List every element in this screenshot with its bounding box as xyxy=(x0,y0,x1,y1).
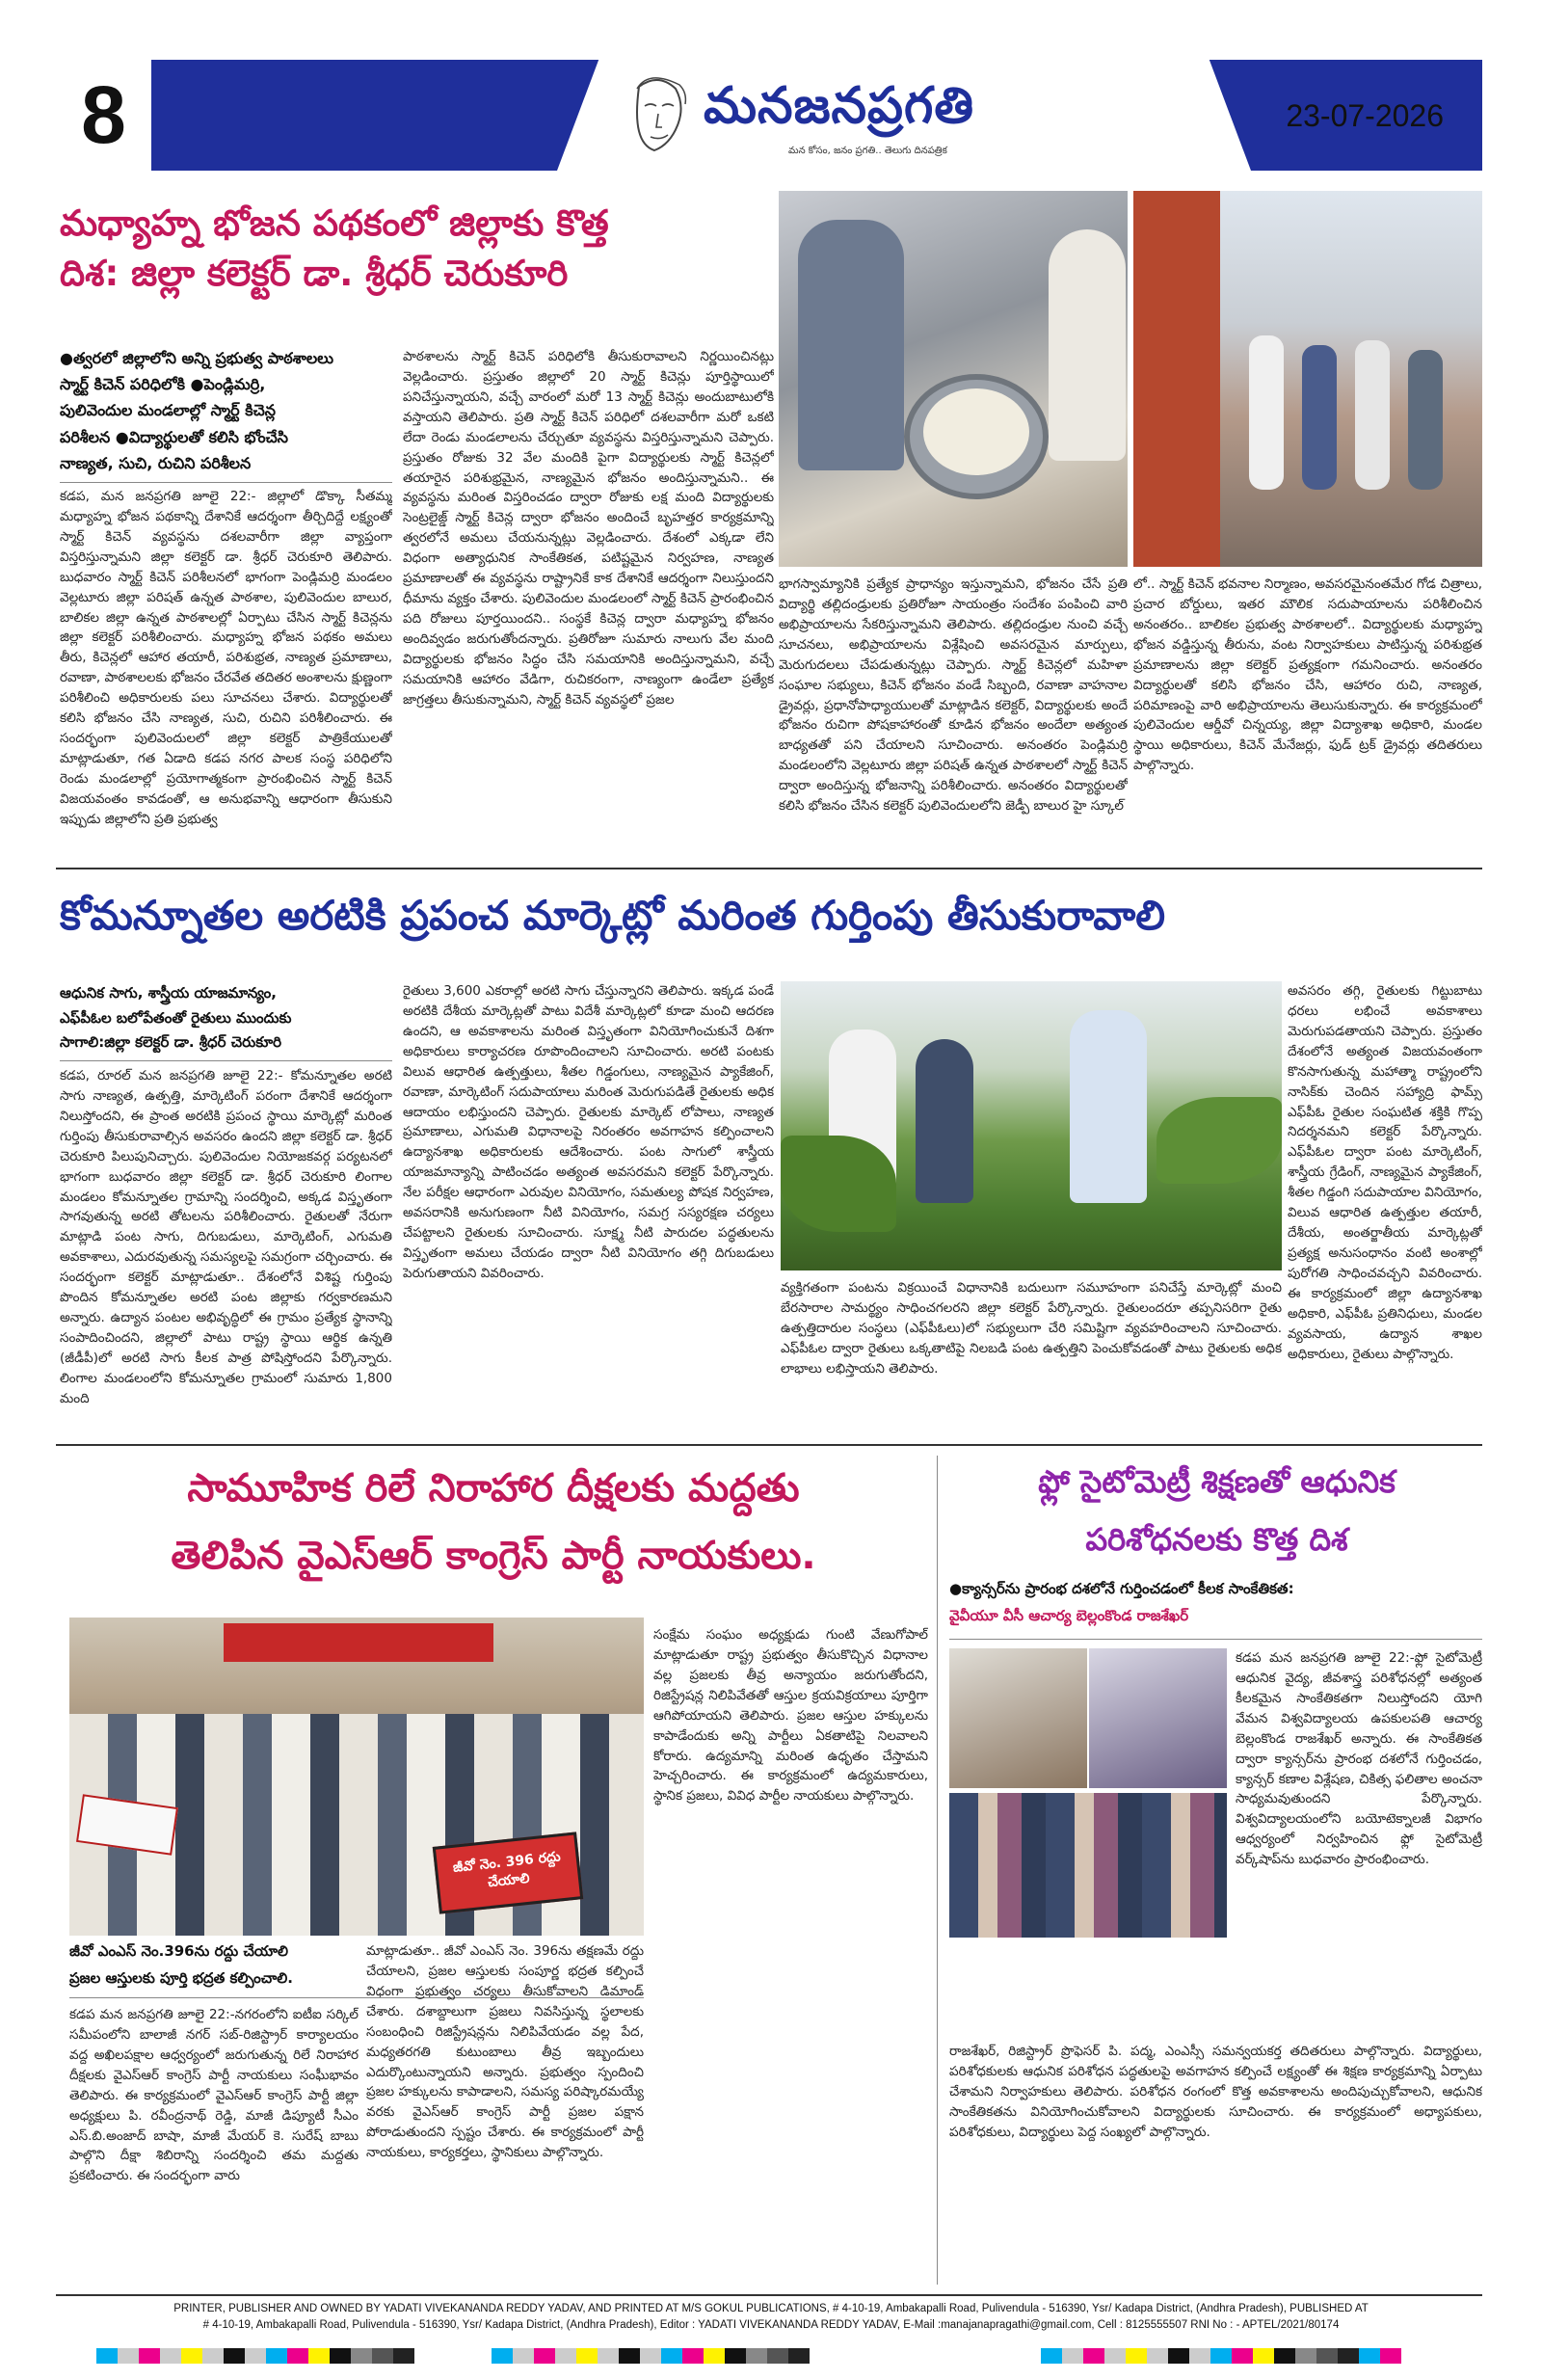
highlight-line: ఎఫ్‌పీఓల బలోపేతంతో రైతులు ముందుకు xyxy=(60,1008,292,1027)
highlight-line: పరిశీలన ●విద్యార్థులతో కలిసి భోంచేసి xyxy=(60,427,289,446)
bullet-divider xyxy=(60,1060,392,1061)
protest-placard: జీవో నెం. 396 రద్దు చేయాలి xyxy=(433,1832,583,1913)
section-divider xyxy=(56,1444,1482,1446)
imprint-line-2: # 4-10-19, Ambakapalli Road, Pulivendula - 516390, Ysr/ Kadapa District, (Andhra Pradesh), Editor : YADATI VIVEKANANDA REDDY YADAV, E-Mail :manajanapragathi@gmail.com, Cell : 8125555507 RNI No : - APTEL/2021/80174 xyxy=(202,2318,1340,2331)
smart-kitchen-visit-photo xyxy=(1133,191,1482,567)
highlight-line: ఆధునిక సాగు, శాస్త్రీయ యాజమాన్యం, xyxy=(60,984,277,1002)
masthead-blue-left xyxy=(94,60,634,171)
color-registration-strip-right xyxy=(1041,2348,1401,2364)
highlight-line: ●త్వరలో జిల్లాలోని అన్ని ప్రభుత్వ పాఠశాలలు xyxy=(60,349,334,367)
article4-headline-line2: పరిశోధనలకు కొత్త దిశ xyxy=(1085,1521,1348,1558)
imprint-footer xyxy=(58,2301,1484,2333)
article4-column-1: కడప మన జనప్రగతి జూలై 22:-ఫ్లో సైటోమెట్రీ ఆధునిక వైద్య, జీవశాస్త్ర పరిశోధనల్లో అత్యంత కీలకమైన సాంకేతికతగా నిలుస్తోందని యోగి వేమన విశ్వవిద్యాలయ ఉపకులపతి ఆచార్య బెల్లంకొండ రాజశేఖర్ అన్నారు. ఈ సాంకేతికత ద్వారా క్యాన్సర్‌ను ప్రారంభ దశలోనే గుర్తించడం, క్యాన్సర్ కణాల విశ్లేషణ, చికిత్స ఫలితాల అంచనా సాధ్యమవుతుందని పేర్కొన్నారు. విశ్వవిద్యాలయంలోని బయోటెక్నాలజీ విభాగం ఆధ్వర్యంలో నిర్వహించిన ఫ్లో సైటోమెట్రీ వర్క్‌షాప్‌ను బుధవారం ప్రారంభించారు. xyxy=(1236,1650,1482,1868)
article3-column-2: మాట్లాడుతూ.. జీవో ఎంఎస్ నెం. 396ను తక్షణమే రద్దు చేయాలని, ప్రజల ఆస్తులకు సంపూర్ణ భద్రత కల్పించే విధంగా ప్రభుత్వం చర్యలు తీసుకోవాలని డిమాండ్ చేశారు. దశాబ్దాలుగా ప్రజలు నివసిస్తున్న స్థలాలకు సంబంధించి రిజిస్ట్రేషన్లను నిలిపివేయడం వల్ల పేద, మధ్యతరగతి కుటుంబాలు తీవ్ర ఇబ్బందులు ఎదుర్కొంటున్నాయని అన్నారు. ప్రభుత్వం స్పందించి ప్రజల హక్కులను కాపాడాలని, సమస్య పరిష్కారమయ్యే వరకు వైఎస్ఆర్ కాంగ్రెస్ పార్టీ ప్రజల పక్షాన పోరాడుతుందని స్పష్టం చేశారు. ఈ కార్యక్రమంలో పార్టీ నాయకులు, కార్యకర్తలు, స్థానికులు పాల్గొన్నారు. xyxy=(366,1943,644,2161)
university-workshop-photo xyxy=(949,1648,1227,1938)
article1-column-1: కడప, మన జనప్రగతి జూలై 22:- జిల్లాలో డొక్కా సీతమ్మ మధ్యాహ్న భోజన పథకాన్ని దేశానికే ఆదర్శంగా తీర్చిదిద్దే లక్ష్యంతో స్మార్ట్ కిచెన్ వ్యవస్థను దశలవారీగా జిల్లా వ్యాప్తంగా విస్తరిస్తున్నామని జిల్లా కలెక్టర్ డా. శ్రీధర్ చెరుకూరి తెలిపారు. బుధవారం స్మార్ట్ కిచెన్ పరిశీలనలో భాగంగా పెండ్లిమర్రి మండలం వెల్లటూరు జిల్లా పరిషత్ ఉన్నత పాఠశాల, పులివెందుల బాలుర, బాలికల జిల్లా ఉన్నత పాఠశాలల్లో ఏర్పాటు చేసిన స్మార్ట్ కిచెన్లను జిల్లా కలెక్టర్ పరిశీలించారు. మధ్యాహ్న భోజన పథకం అమలు తీరు, కిచెన్లలో ఆహార తయారీ, పరిశుభ్రత, నాణ్యత ప్రమాణాలు, రవాణా, పాఠశాలలకు భోజనం చేరవేత తదితర అంశాలను క్షుణ్ణంగా పరిశీలించి అధికారులకు పలు సూచనలు చేశారు. విద్యార్థులతో కలిసి భోజనం చేసి నాణ్యత, సుచి, రుచిని పరిశీలించారు. ఈ సందర్భంగా పులివెందులలో జిల్లా కలెక్టర్ పాత్రికేయులతో మాట్లాడుతూ, గత ఏడాది కడప నగర పాలక సంస్థ పరిధిలోని రెండు మండలాల్లో ప్రయోగాత్మకంగా ప్రారంభించిన స్మార్ట్ కిచెన్ విజయవంతం కావడంతో, ఆ అనుభవాన్ని ఆధారంగా తీసుకుని ఇప్పుడు జిల్లాలోని ప్రతి ప్రభుత్వ xyxy=(60,489,392,827)
collector-serving-food-photo xyxy=(779,191,1128,567)
article1-column-3: భాగస్వామ్యానికి ప్రత్యేక ప్రాధాన్యం ఇస్తున్నామని, భోజనం చేసే ప్రతి విద్యార్థి తల్లిదండ్రులకు ప్రతిరోజూ సాయంత్రం సందేశం పంపించి వారి అభిప్రాయాలను సేకరిస్తున్నామని తెలిపారు. తల్లిదండ్రుల నుంచి వచ్చే సూచనలు, అభిప్రాయాలను విశ్లేషించి అవసరమైన మార్పులు, మెరుగుదలలు చేపడుతున్నట్లు చెప్పారు. స్మార్ట్ కిచెన్లలో మహిళా సంఘాల సభ్యులు, కిచెన్ భోజనం వండే సిబ్బంది, రవాణా వాహనాల డ్రైవర్లు, ప్రధానోపాధ్యాయులతో మాట్లాడిన కలెక్టర్, విద్యార్థులకు అందే భోజనం రుచిగా పోషకాహారంతో కూడిన భోజనం అందేలా అత్యంత బాధ్యతతో పని చేయాలని సూచించారు. అనంతరం పెండ్లిమర్రి మండలంలోని వెల్లటూరు జిల్లా పరిషత్ ఉన్నత పాఠశాలలో స్మార్ట్ కిచెన్ ద్వారా అందిస్తున్న భోజనాన్ని పరిశీలించారు. అనంతరం విద్యార్థులతో కలిసి భోజనం చేసిన కలెక్టర్ పులివెందులలోని జెడ్పీ బాలుర హై స్కూల్ xyxy=(779,576,1128,815)
founder-portrait-logo xyxy=(610,67,699,164)
article3-caption-line1: జీవో ఎంఎస్ నెం.396ను రద్దు చేయాలి xyxy=(69,1942,288,1960)
column-divider xyxy=(937,1456,938,2285)
masthead xyxy=(56,60,1482,171)
article2-column-1: కడప, రూరల్ మన జనప్రగతి జూలై 22:- కోమన్నూతల అరటి సాగు నాణ్యత, ఉత్పత్తి, మార్కెటింగ్ పరంగా దేశానికే ఆదర్శంగా నిలుస్తోందని, ఈ ప్రాంత అరటికి ప్రపంచ స్థాయి మార్కెట్లో మరింత గుర్తింపు తీసుకురావాల్సిన అవసరం ఉందని జిల్లా కలెక్టర్ డా. శ్రీధర్ చెరుకూరి పిలుపునిచ్చారు. పులివెందుల నియోజకవర్గ పర్యటనలో భాగంగా బుధవారం జిల్లా కలెక్టర్ డా. శ్రీధర్ చెరుకూరి లింగాల మండలం కోమన్నూతల గ్రామాన్ని సందర్శించి, అక్కడ విస్తృతంగా సాగవుతున్న అరటి తోటలను పరిశీలించారు. రైతులతో నేరుగా మాట్లాడి పంట సాగు, దిగుబడులు, మార్కెటింగ్, ఎగుమతి అవకాశాలు, ఎదురవుతున్న సమస్యలపై సమగ్రంగా చర్చించారు. ఈ సందర్భంగా కలెక్టర్ మాట్లాడుతూ.. దేశంలోనే విశిష్ట గుర్తింపు పొందిన కోమన్నూతల అరటి పంట జిల్లాకు గర్వకారణమని అన్నారు. ఉద్యాన పంటల అభివృద్ధిలో ఈ గ్రామం ప్రత్యేక స్థానాన్ని సంపాదించిందని, జిల్లాలో పాటు రాష్ట్ర స్థాయి ఆర్థిక ఉన్నతి (జీడీపీ)లో అరటి సాగు కీలక పాత్ర పోషిస్తోందని పేర్కొన్నారు. లింగాల మండలంలోని కోమన్నూతల గ్రామంలో సుమారు 1,800 మంది xyxy=(60,1068,392,1406)
article2-headline: కోమన్నూతల అరటికి ప్రపంచ మార్కెట్లో మరింత గుర్తింపు తీసుకురావాలి xyxy=(60,892,1166,939)
banana-farm-inspection-photo xyxy=(781,981,1282,1270)
color-registration-strip-center xyxy=(492,2348,810,2364)
hunger-strike-protest-photo xyxy=(69,1618,644,1936)
article3-caption-line2: ప్రజల ఆస్తులకు పూర్తి భద్రత కల్పించాలి. xyxy=(69,1969,293,1987)
issue-date: 23-07-2026 xyxy=(1286,98,1444,133)
highlight-line: సాగాలి:జిల్లా కలెక్టర్ డా. శ్రీధర్ చెరుకూరి xyxy=(60,1033,281,1051)
bullet-divider xyxy=(949,1639,1482,1640)
article3-headline-line2: తెలిపిన వైఎస్ఆర్ కాంగ్రెస్ పార్టీ నాయకులు. xyxy=(171,1534,816,1578)
newspaper-title: మనజనప్రగతి xyxy=(704,77,974,135)
article4-highlight-1: ●క్యాన్సర్‌ను ప్రారంభ దశలోనే గుర్తించడంలో కీలక సాంకేతికత: xyxy=(949,1580,1294,1597)
article3-column-1: కడప మన జనప్రగతి జూలై 22:-నగరంలోని ఐటీఐ సర్కిల్ సమీపంలోని బాలాజీ నగర్ సబ్-రిజిస్ట్రార్ కార్యాలయం వద్ద అఖిలపక్షాల ఆధ్వర్యంలో జరుగుతున్న రిలే నిరాహార దీక్షలకు వైఎస్ఆర్ కాంగ్రెస్ పార్టీ నాయకులు సంఘీభావం తెలిపారు. ఈ కార్యక్రమంలో వైఎస్ఆర్ కాంగ్రెస్ పార్టీ జిల్లా అధ్యక్షులు పి. రవీంద్రనాథ్ రెడ్డి, మాజీ డిప్యూటీ సీఎం ఎస్.బి.అంజాద్ బాషా, మాజీ మేయర్ కె. సురేష్ బాబు పాల్గొని దీక్షా శిబిరాన్ని సందర్శించి తమ మద్దతు ప్రకటించారు. ఈ సందర్భంగా వారు xyxy=(69,2007,359,2184)
article4-headline-line1: ఫ్లో సైటోమెట్రీ శిక్షణతో ఆధునిక xyxy=(1038,1463,1396,1500)
bullet-divider xyxy=(60,482,392,483)
article1-highlights xyxy=(60,345,392,476)
article1-column-2: పాఠశాలను స్మార్ట్ కిచెన్ పరిధిలోకి తీసుకురావాలని నిర్ణయించినట్లు వెల్లడించారు. ప్రస్తుతం జిల్లాలో 20 స్మార్ట్ కిచెన్లు పూర్తిస్థాయిలో పనిచేస్తున్నాయని, వచ్చే వారంలో మరో 13 స్మార్ట్ కిచెన్లు అందుబాటులోకి వస్తాయని తెలిపారు. ప్రతి స్మార్ట్ కిచెన్ పరిధిలో దశలవారీగా మరో ఒకటి లేదా రెండు మండలాలను చేర్చుతూ వ్యవస్థను విస్తరిస్తున్నామని చెప్పారు. ప్రస్తుతం రోజుకు 32 వేల మందికి పైగా విద్యార్థులకు స్మార్ట్ కిచెన్లలో తయారైన పరిశుభ్రమైన, నాణ్యమైన భోజనం అందిస్తున్నామని.. ఈ వ్యవస్థను మరింత విస్తరించడం ద్వారా రోజుకు లక్ష మంది విద్యార్థులకు సెంట్రలైజ్డ్ స్మార్ట్ కిచెన్ల ద్వారా భోజనం అందించే బృహత్తర కార్యక్రమాన్ని త్వరలోనే అమలు చేయనున్నట్లు వెల్లడించారు. దేశంలో ఎక్కడా లేని విధంగా అత్యాధునిక సాంకేతికత, పటిష్టమైన నిర్వహణ, నాణ్యత ప్రమాణాలతో ఈ వ్యవస్థను రాష్ట్రానికే కాక దేశానికే ఆదర్శంగా నిలుస్తుందని ధీమాను వ్యక్తం చేశారు. పులివెందుల మండలంలో స్మార్ట్ కిచెన్ ప్రారంభించిన పది రోజులు పూర్తయిందని.. సంస్థకే కిచెన్ల ద్వారా మధ్యాహ్న భోజనం అందివ్వడం జరుగుతోందన్నారు. ప్రతిరోజూ సుమారు నాలుగు వేల మంది విద్యార్థులకు భోజనం సిద్ధం చేసి సమయానికి అందిస్తున్నామని, వచ్చే సమయానికి ఆహారం వేడిగా, రుచికరంగా, నాణ్యంగా ఉండేలా ప్రత్యేక జాగ్రత్తలు తీసుకున్నామని, స్మార్ట్ కిచెన్ వ్యవస్థలో ప్రజల xyxy=(403,349,774,708)
article1-column-4: లో.. స్మార్ట్ కిచెన్ భవనాల నిర్మాణం, అవసరమైనంతమేర గోడ చిత్రాలు, ప్రచార బోర్డులు, ఇతర మౌలిక సదుపాయాలను పరిశీలించిన అనంతరం.. బాలికల ప్రభుత్వ పాఠశాలలో.. విద్యార్థులకు మధ్యాహ్న భోజన వడ్డిస్తున్న తీరును, వంట నిర్వాహకులు పాటిస్తున్న పరిశుభ్రత ప్రమాణాలను జిల్లా కలెక్టర్ ప్రత్యక్షంగా గమనించారు. అనంతరం విద్యార్థులతో కలిసి భోజనం చేసి, ఆహారం రుచి, నాణ్యత, పరిమాణంపై వారి అభిప్రాయాలను తెలుసుకున్నారు. ఈ కార్యక్రమంలో పులివెందుల ఆర్డీవో చిన్నయ్య, జిల్లా విద్యాశాఖ అధికారి, మండల స్థాయి అధికారులు, కిచెన్ మేనేజర్లు, ఫుడ్ ట్రక్ డ్రైవర్లు తదితరులు పాల్గొన్నారు. xyxy=(1133,576,1482,774)
imprint-line-1: PRINTER, PUBLISHER AND OWNED BY YADATI VIVEKANANDA REDDY YADAV, AND PRINTED AT M/S GOKUL PUBLICATIONS, # 4-10-19, Ambakapalli Road, Pulivendula - 516390, Ysr/ Kadapa District, (Andhra Pradesh), PUBLISHED AT xyxy=(173,2303,1369,2314)
highlight-line: నాణ్యత, సుచి, రుచిని పరిశీలన xyxy=(60,453,252,472)
article2-column-2: రైతులు 3,600 ఎకరాల్లో అరటి సాగు చేస్తున్నారని తెలిపారు. ఇక్కడ పండే అరటికి దేశీయ మార్కెట్లతో పాటు విదేశీ మార్కెట్లలో కూడా మంచి ఆదరణ ఉందని, ఆ అవకాశాలను మరింత విస్తృతంగా వినియోగించుకునే దిశగా అధికారులు కార్యాచరణ రూపొందించాలని సూచించారు. అరటి పంటకు విలువ ఆధారిత ఉత్పత్తులు, శీతల గిడ్డంగులు, నాణ్యమైన ప్యాకేజింగ్, రవాణా, మార్కెటింగ్ సదుపాయాలు మరింత మెరుగుపడితే రైతులకు అధిక ఆదాయం లభిస్తుందని చెప్పారు. రైతులకు మార్కెట్ లోపాలు, నాణ్యత ప్రమాణాలు, ఎగుమతి విధానాలపై నిరంతరం అవగాహన కల్పించాలని ఉద్యానశాఖ అధికారులకు ఆదేశించారు. పంట సాగులో శాస్త్రీయ యాజమాన్యాన్ని పాటించడం అత్యంత అవసరమని కలెక్టర్ పేర్కొన్నారు. నేల పరీక్షల ఆధారంగా ఎరువుల వినియోగం, సమతుల్య పోషక నిర్వహణ, అవసరానికి అనుగుణంగా నీటి వినియోగం, సమగ్ర సస్యరక్షణ చర్యలు చేపట్టాలని రైతులకు సూచించారు. సూక్ష్మ నీటి పారుదల పద్ధతులను విస్తృతంగా అమలు చేయడం ద్వారా నీటి వినియోగం తగ్గి దిగుబడులు పెరుగుతాయని వివరించారు. xyxy=(403,983,774,1281)
highlight-line: స్మార్ట్ కిచెన్ పరిధిలోకి ●పెండ్లిమర్రి, xyxy=(60,375,266,394)
page-number: 8 xyxy=(56,60,154,171)
article2-column-3: వ్యక్తిగతంగా పంటను విక్రయించే విధానానికి బదులుగా సమూహంగా పనిచేస్తే మార్కెట్లో మంచి బేరసారాల సామర్థ్యం సాధించగలరని జిల్లా కలెక్టర్ పేర్కొన్నారు. రైతులందరూ తప్పనిసరిగా రైతు ఉత్పత్తిదారుల సంస్థలు (ఎఫ్‌పీఓలు)లో సభ్యులుగా చేరి సమిష్టిగా వ్యవహరించాలని సూచించారు. ఎఫ్‌పీఓల ద్వారా రైతులు ఒక్కతాటిపై నిలబడి పంట ఉత్పత్తిని పెంచుకోవడంతో పాటు రైతులకు అధిక లాభాలు లభిస్తాయని తెలిపారు. xyxy=(781,1280,1282,1377)
highlight-line: పులివెందుల మండలాల్లో స్మార్ట్ కిచెన్ల xyxy=(60,401,276,420)
color-registration-strip-left xyxy=(96,2348,414,2364)
article3-headline-line1: సామూహిక రిలే నిరాహార దీక్షలకు మద్దతు xyxy=(187,1466,800,1511)
newspaper-tagline: మన కోసం, జనం ప్రగతి.. తెలుగు దినపత్రిక xyxy=(788,146,947,156)
article1-headline-line1: మధ్యాహ్న భోజన పథకంలో జిల్లాకు కొత్త xyxy=(60,202,609,244)
article2-column-4: అవసరం తగ్గి, రైతులకు గిట్టుబాటు ధరలు లభించే అవకాశాలు మెరుగుపడతాయని చెప్పారు. ప్రస్తుతం దేశంలోనే అత్యంత విజయవంతంగా కొనసాగుతున్న మహాత్మా రాష్ట్రంలోని నాసిక్‌కు చెందిన సహ్యాద్రి ఫామ్స్ ఎఫ్‌పీఓ రైతుల సంఘటిత శక్తికి గొప్ప నిదర్శనమని కలెక్టర్ పేర్కొన్నారు. ఎఫ్‌పీఓల ద్వారా పంట మార్కెటింగ్, శాస్త్రీయ గ్రేడింగ్, నాణ్యమైన ప్యాకేజింగ్, శీతల గిడ్డంగి సదుపాయాల వినియోగం, విలువ ఆధారిత ఉత్పత్తుల తయారీ, దేశీయ, అంతర్జాతీయ మార్కెట్లతో ప్రత్యక్ష అనుసంధానం వంటి అంశాల్లో పురోగతి సాధించవచ్చని వివరించారు. ఈ కార్యక్రమంలో జిల్లా ఉద్యానశాఖ అధికారి, ఎఫ్‌పీఓ ప్రతినిధులు, మండల వ్యవసాయ, ఉద్యాన శాఖల అధికారులు, రైతులు పాల్గొన్నారు. xyxy=(1288,983,1482,1362)
article4-highlight-2: వైవీయూ వీసీ ఆచార్య బెల్లంకొండ రాజశేఖర్ xyxy=(949,1607,1189,1624)
article2-highlights xyxy=(60,981,392,1056)
article3-column-3: సంక్షేమ సంఘం అధ్యక్షుడు గుంటి వేణుగోపాల్ మాట్లాడుతూ రాష్ట్ర ప్రభుత్వం తీసుకొచ్చిన విధానాల వల్ల ప్రజలకు తీవ్ర అన్యాయం జరుగుతోందని, రిజిస్ట్రేషన్ల నిలిపివేతతో ఆస్తుల క్రయవిక్రయాలు పూర్తిగా ఆగిపోయాయని తెలిపారు. ప్రజల ఆస్తుల హక్కులను కాపాడేందుకు అన్ని పార్టీలు ఏకతాటిపై నిలవాలని కోరారు. ఉద్యమాన్ని మరింత ఉధృతం చేస్తామని హెచ్చరించారు. ఈ కార్యక్రమంలో ఉద్యమకారులు, స్థానిక ప్రజలు, వివిధ పార్టీల నాయకులు పాల్గొన్నారు. xyxy=(653,1627,928,1805)
section-divider xyxy=(56,868,1482,869)
article4-column-2: రాజశేఖర్, రిజిస్ట్రార్ ప్రొఫెసర్ పి. పద్మ, ఎంఎస్సీ సమన్వయకర్త తదితరులు పాల్గొన్నారు. విద్యార్థులు, పరిశోధకులకు ఆధునిక పరిశోధన పద్ధతులపై అవగాహన కల్పించే లక్ష్యంతో ఈ శిక్షణ కార్యక్రమాన్ని ఏర్పాటు చేశామని నిర్వాహకులు తెలిపారు. పరిశోధన రంగంలో కొత్త అవకాశాలను అందిపుచ్చుకోవాలని, ఆధునిక సాంకేతికతను వినియోగించుకోవాలని విద్యార్థులకు సూచించారు. ఈ కార్యక్రమంలో అధ్యాపకులు, పరిశోధకులు, విద్యార్థులు పెద్ద సంఖ్యలో పాల్గొన్నారు. xyxy=(949,2044,1482,2140)
footer-divider xyxy=(56,2294,1482,2296)
article1-headline-line2: దిశ: జిల్లా కలెక్టర్ డా. శ్రీధర్ చెరుకూరి xyxy=(60,253,569,294)
